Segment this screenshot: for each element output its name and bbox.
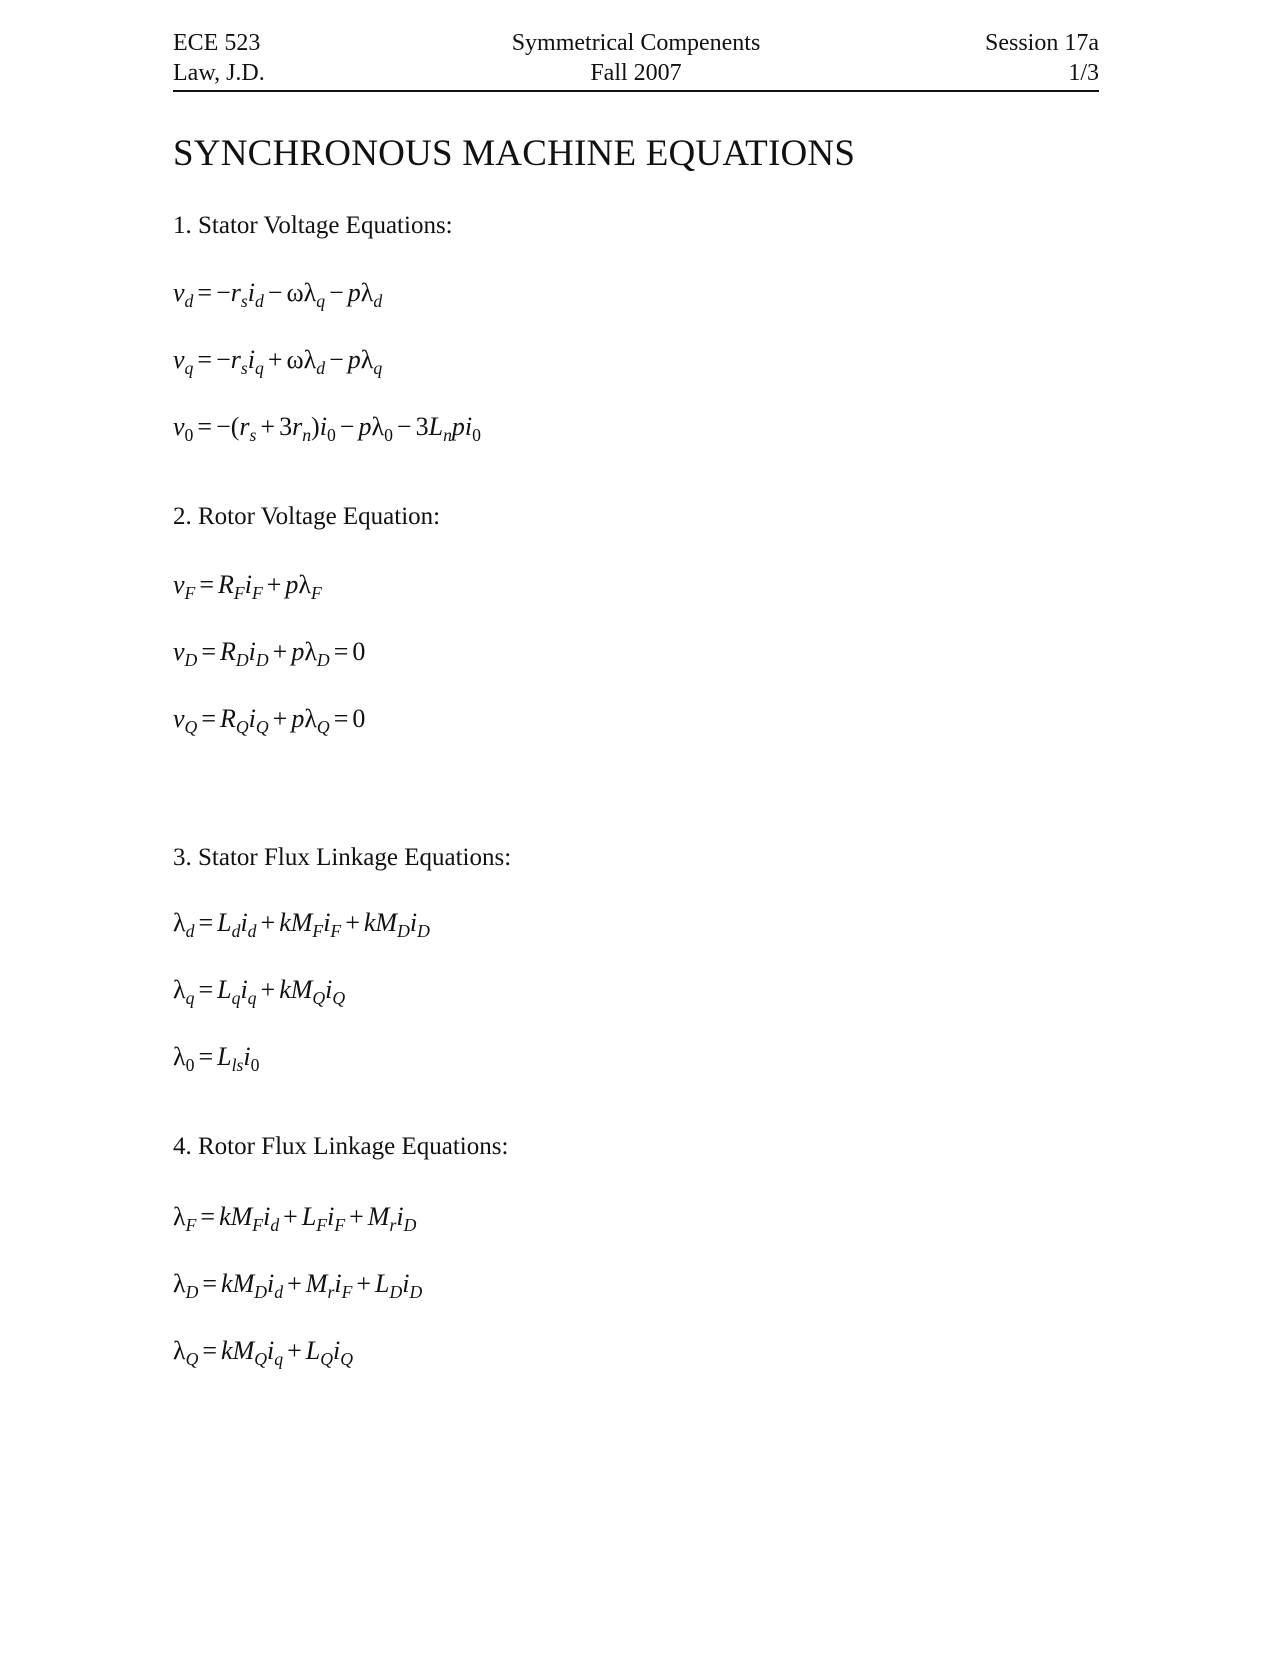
equation-vF: $v_F = R_Fi_F + p\lambda_F$ — [173, 570, 322, 604]
course-code: ECE 523 — [173, 30, 261, 56]
equation-vq: $v_q = -r_si_q + \omega\lambda_d - p\lambda_q$ — [173, 345, 383, 379]
equation-lambda-q: $\lambda_q = L_qi_q + kM_Qi_Q$ — [173, 975, 346, 1009]
equation-lambda-Q: $\lambda_Q = kM_Qi_q + L_Qi_Q$ — [173, 1336, 353, 1370]
header-center — [173, 28, 1099, 88]
header-right — [985, 28, 1099, 88]
session-label: Session 17a — [985, 30, 1099, 56]
equation-lambda-0: $\lambda_0 = L_{ls}i_0$ — [173, 1042, 260, 1076]
topic-title: Symmetrical Compenents — [511, 30, 761, 56]
section-heading-rotor-flux: 4. Rotor Flux Linkage Equations: — [173, 1133, 509, 1160]
section-heading-rotor-voltage: 2. Rotor Voltage Equation: — [173, 503, 441, 530]
equation-vd: $v_d = -r_si_d - \omega\lambda_q - p\lambda_d$ — [173, 278, 383, 312]
section-heading-stator-voltage: 1. Stator Voltage Equations: — [173, 212, 453, 239]
equation-lambda-d: $\lambda_d = L_di_d + kM_Fi_F + kM_Di_D$ — [173, 908, 430, 942]
author-name: Law, J.D. — [173, 60, 265, 86]
equation-lambda-F: $\lambda_F = kM_Fi_d + L_Fi_F + M_ri_D$ — [173, 1202, 417, 1236]
equation-vQ: $v_Q = R_Qi_Q + p\lambda_Q = 0$ — [173, 704, 366, 738]
section-heading-stator-flux: 3. Stator Flux Linkage Equations: — [173, 844, 512, 871]
equation-v0: $v_0 = -(r_s + 3r_n)i_0 - p\lambda_0 - 3L_npi_0$ — [173, 412, 481, 446]
equation-vD: $v_D = R_Di_D + p\lambda_D = 0$ — [173, 637, 366, 671]
page-number: 1/3 — [1068, 60, 1099, 86]
page-header — [173, 28, 1099, 92]
term-label: Fall 2007 — [590, 60, 682, 86]
page-title: SYNCHRONOUS MACHINE EQUATIONS — [173, 133, 856, 174]
equation-lambda-D: $\lambda_D = kM_Di_d + M_ri_F + L_Di_D$ — [173, 1269, 423, 1303]
